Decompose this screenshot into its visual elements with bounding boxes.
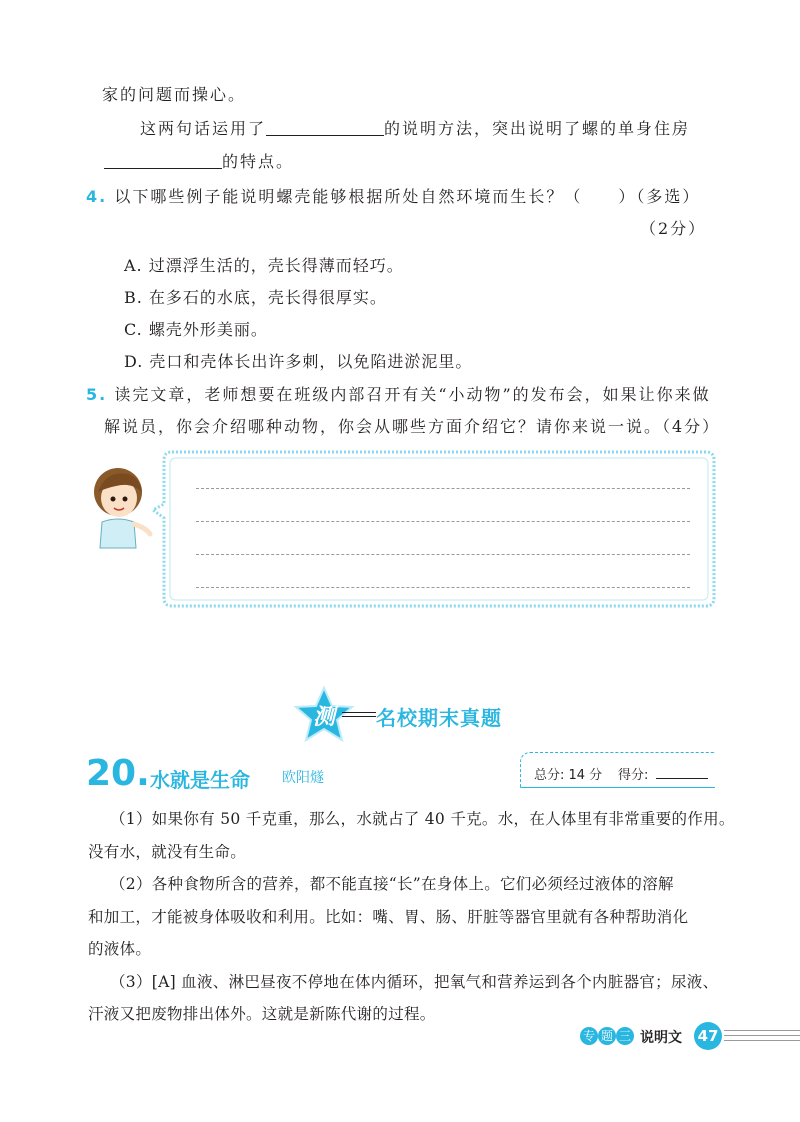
q4-text: 以下哪些例子能说明螺壳能够根据所处自然环境而生长？（ ）（多选） bbox=[114, 187, 701, 206]
q3-line2 bbox=[140, 118, 690, 140]
q4-question bbox=[86, 186, 700, 208]
article-author: 欧阳燧 bbox=[282, 770, 324, 786]
section-connector-bottom bbox=[342, 716, 376, 717]
section-connector-top bbox=[342, 712, 376, 713]
q3-line3-post: 的特点。 bbox=[222, 152, 295, 171]
footer-rule-1 bbox=[724, 1030, 800, 1031]
q4-option-b[interactable]: B. 在多石的水底，壳长得很厚实。 bbox=[124, 288, 387, 307]
q3-line3 bbox=[104, 151, 294, 173]
answer-line-4[interactable] bbox=[196, 587, 690, 588]
article-number: 20. bbox=[86, 753, 150, 794]
footer-tag-2: 题 bbox=[598, 1027, 616, 1045]
footer-tag-3: 三 bbox=[616, 1027, 634, 1045]
answer-line-1[interactable] bbox=[196, 488, 690, 489]
passage-p2-line1: （2）各种食物所含的营养，都不能直接“长”在身体上。它们必须经过液体的溶解 bbox=[110, 875, 674, 893]
q3-method-blank[interactable] bbox=[266, 119, 384, 136]
score-blank[interactable] bbox=[656, 778, 708, 779]
q5-line1 bbox=[86, 384, 711, 406]
answer-line-3[interactable] bbox=[196, 554, 690, 555]
article-title: 水就是生命 bbox=[150, 768, 250, 792]
footer-rule-2 bbox=[724, 1035, 800, 1036]
answer-line-2[interactable] bbox=[196, 521, 690, 522]
total-score: 总分: 14 分 bbox=[534, 768, 603, 783]
passage-p2-line3: 的液体。 bbox=[88, 940, 152, 958]
footer-rule-3 bbox=[724, 1040, 800, 1041]
q5-number: 5. bbox=[86, 385, 108, 404]
child-avatar bbox=[88, 462, 158, 554]
section-title: 名校期末真题 bbox=[376, 706, 502, 730]
section-badge-char: 测 bbox=[312, 705, 335, 730]
q5-text-line1: 读完文章，老师想要在班级内部召开有关“小动物”的发布会，如果让你来做 bbox=[114, 385, 711, 404]
q3-line2-pre: 这两句话运用了 bbox=[140, 119, 267, 138]
q3-line1: 家的问题而操心。 bbox=[102, 85, 247, 104]
passage-p3-line1: （3）[A] 血液、淋巴昼夜不停地在体内循环，把氧气和营养运到各个内脏器官；尿液、 bbox=[110, 973, 719, 991]
q4-number: 4. bbox=[86, 187, 108, 206]
score-label: 得分: bbox=[618, 768, 649, 783]
q4-option-d[interactable]: D. 壳口和壳体长出许多刺，以免陷进淤泥里。 bbox=[124, 352, 473, 371]
q3-line2-post: 的说明方法，突出说明了螺的单身住房 bbox=[384, 119, 691, 138]
passage-p2-line2: 和加工，才能被身体吸收和利用。比如：嘴、胃、肠、肝脏等器官里就有各种帮助消化 bbox=[88, 908, 689, 926]
q4-option-a[interactable]: A. 过漂浮生活的，壳长得薄而轻巧。 bbox=[124, 256, 404, 275]
page-number: 47 bbox=[694, 1022, 722, 1050]
q5-line2: 解说员，你会介绍哪种动物，你会从哪些方面介绍它？请你来说一说。（4分） bbox=[104, 417, 721, 436]
passage-p1-line2: 没有水，就没有生命。 bbox=[88, 843, 247, 861]
q3-feature-blank[interactable] bbox=[104, 152, 222, 169]
passage-p1-line1: （1）如果你有 50 千克重，那么，水就占了 40 千克。水，在人体里有非常重要的作用。 bbox=[110, 810, 735, 828]
footer-tag-1: 专 bbox=[580, 1027, 598, 1045]
footer-label: 说明文 bbox=[640, 1030, 682, 1046]
q4-option-c[interactable]: C. 螺壳外形美丽。 bbox=[124, 320, 268, 339]
q4-score: （2分） bbox=[640, 219, 707, 238]
passage-p3-line2: 汗液又把废物排出体外。这就是新陈代谢的过程。 bbox=[88, 1005, 436, 1023]
